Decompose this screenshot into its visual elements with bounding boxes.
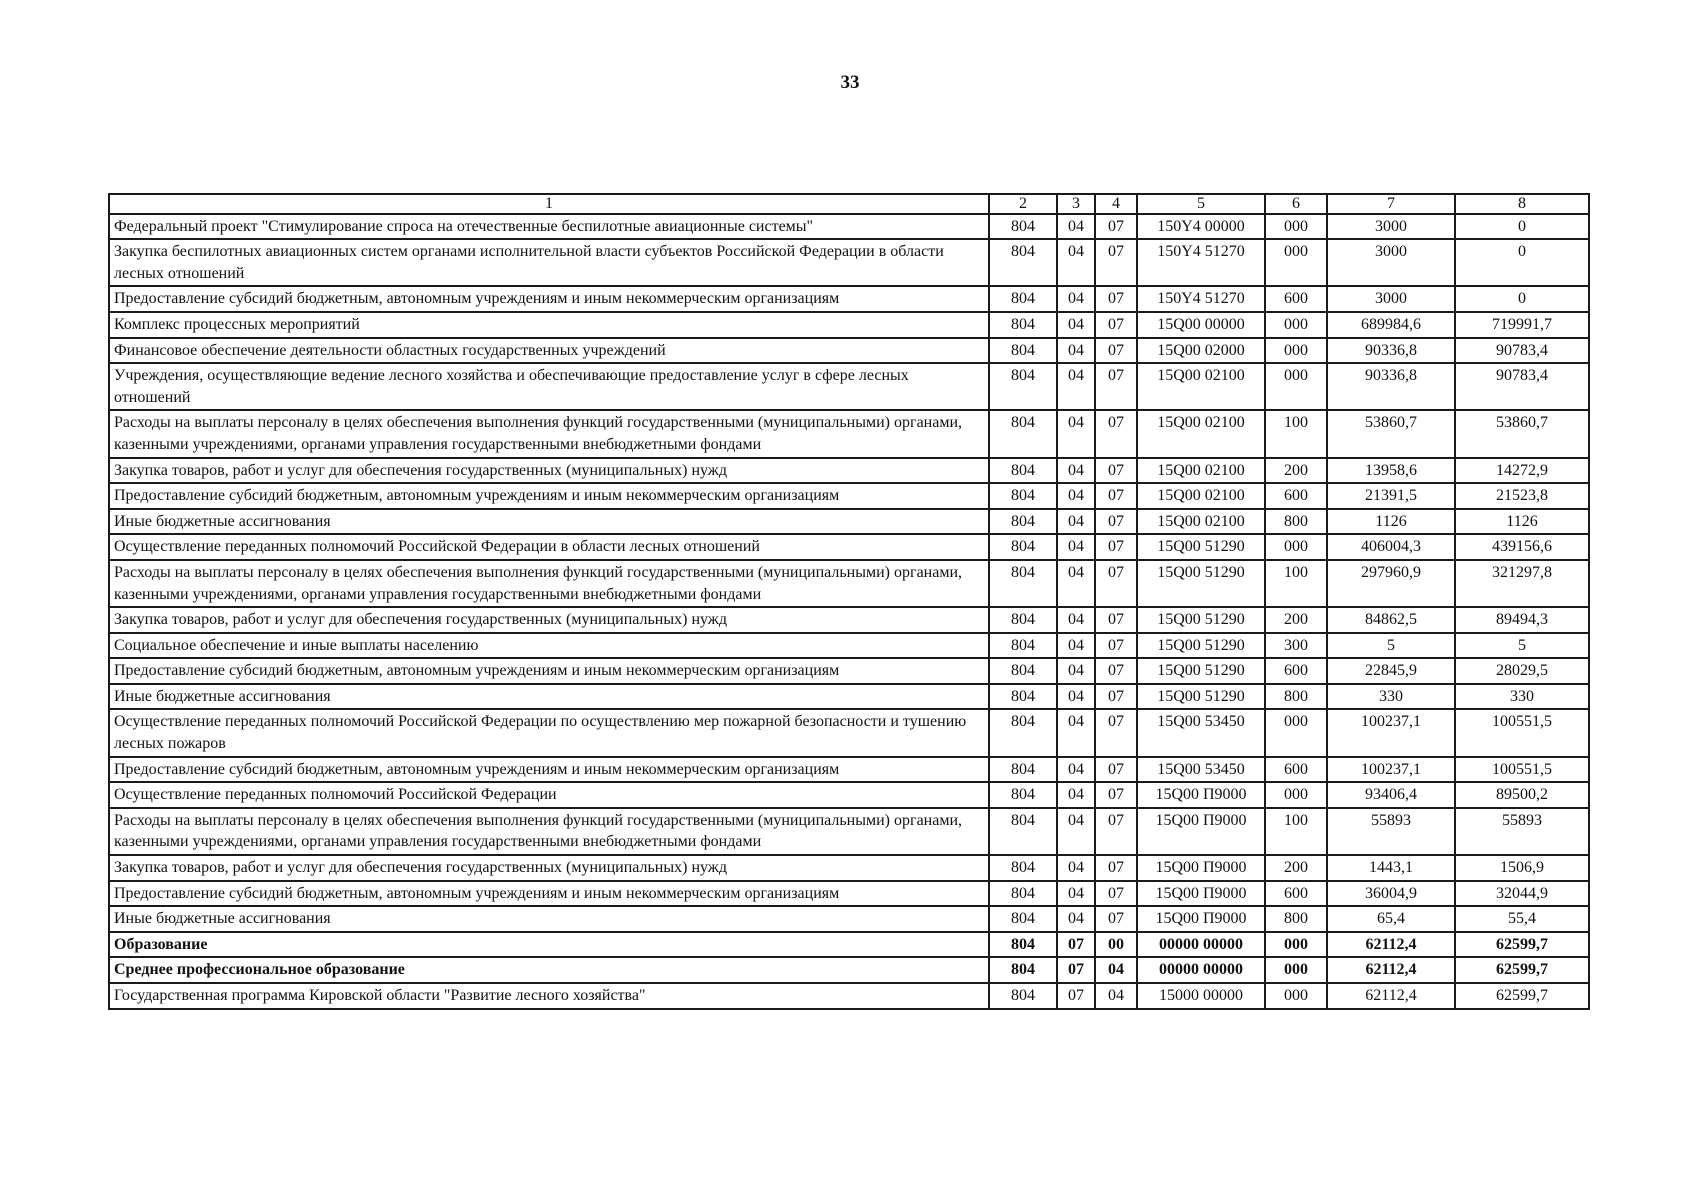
- row-name-cell: Иные бюджетные ассигнования: [109, 509, 989, 535]
- column-2-cell: 804: [989, 957, 1057, 983]
- column-4-cell: 07: [1095, 483, 1137, 509]
- column-2-cell: 804: [989, 239, 1057, 286]
- column-8-cell: 0: [1455, 239, 1589, 286]
- column-5-cell: 15Q00 П9000: [1137, 855, 1265, 881]
- column-3-cell: 07: [1057, 932, 1095, 958]
- column-2-cell: 804: [989, 363, 1057, 410]
- column-5-cell: 15Q00 51290: [1137, 633, 1265, 659]
- column-5-cell: 15Q00 02100: [1137, 458, 1265, 484]
- row-name-cell: Предоставление субсидий бюджетным, автономным учреждениям и иным некоммерческим организациям: [109, 483, 989, 509]
- column-5-cell: 15Q00 02000: [1137, 338, 1265, 364]
- header-cell: 4: [1095, 194, 1137, 214]
- column-3-cell: 04: [1057, 808, 1095, 855]
- column-3-cell: 04: [1057, 607, 1095, 633]
- column-4-cell: 07: [1095, 410, 1137, 457]
- column-7-cell: 65,4: [1327, 906, 1455, 932]
- table-row: [109, 458, 1589, 484]
- column-6-cell: 000: [1265, 709, 1327, 756]
- column-8-cell: 0: [1455, 214, 1589, 240]
- table-row: [109, 932, 1589, 958]
- column-6-cell: 800: [1265, 684, 1327, 710]
- column-4-cell: 07: [1095, 633, 1137, 659]
- column-5-cell: 15Q00 00000: [1137, 312, 1265, 338]
- column-4-cell: 07: [1095, 607, 1137, 633]
- column-4-cell: 07: [1095, 757, 1137, 783]
- row-name-cell: Среднее профессиональное образование: [109, 957, 989, 983]
- column-3-cell: 04: [1057, 239, 1095, 286]
- column-7-cell: 3000: [1327, 239, 1455, 286]
- column-3-cell: 04: [1057, 286, 1095, 312]
- header-cell: 8: [1455, 194, 1589, 214]
- row-name-cell: Предоставление субсидий бюджетным, автономным учреждениям и иным некоммерческим организациям: [109, 881, 989, 907]
- header-cell: 2: [989, 194, 1057, 214]
- budget-table: [108, 193, 1590, 1010]
- header-cell: 5: [1137, 194, 1265, 214]
- column-2-cell: 804: [989, 906, 1057, 932]
- column-5-cell: 15000 00000: [1137, 983, 1265, 1009]
- row-name-cell: Государственная программа Кировской области "Развитие лесного хозяйства": [109, 983, 989, 1009]
- column-8-cell: 55893: [1455, 808, 1589, 855]
- column-5-cell: 00000 00000: [1137, 932, 1265, 958]
- column-8-cell: 90783,4: [1455, 363, 1589, 410]
- column-3-cell: 04: [1057, 363, 1095, 410]
- column-4-cell: 07: [1095, 658, 1137, 684]
- column-4-cell: 07: [1095, 855, 1137, 881]
- column-2-cell: 804: [989, 757, 1057, 783]
- table-row: [109, 983, 1589, 1009]
- column-5-cell: 15Q00 51290: [1137, 560, 1265, 607]
- column-4-cell: 07: [1095, 312, 1137, 338]
- column-4-cell: 07: [1095, 509, 1137, 535]
- column-8-cell: 62599,7: [1455, 957, 1589, 983]
- column-3-cell: 04: [1057, 633, 1095, 659]
- table-row: [109, 906, 1589, 932]
- row-name-cell: Закупка товаров, работ и услуг для обеспечения государственных (муниципальных) нужд: [109, 458, 989, 484]
- column-7-cell: 55893: [1327, 808, 1455, 855]
- column-2-cell: 804: [989, 808, 1057, 855]
- column-3-cell: 04: [1057, 483, 1095, 509]
- header-cell: 7: [1327, 194, 1455, 214]
- column-5-cell: 00000 00000: [1137, 957, 1265, 983]
- column-6-cell: 000: [1265, 957, 1327, 983]
- column-3-cell: 04: [1057, 782, 1095, 808]
- header-cell: 6: [1265, 194, 1327, 214]
- table-row: [109, 709, 1589, 756]
- column-2-cell: 804: [989, 709, 1057, 756]
- table-row: [109, 214, 1589, 240]
- column-4-cell: 04: [1095, 983, 1137, 1009]
- column-6-cell: 000: [1265, 932, 1327, 958]
- column-6-cell: 000: [1265, 239, 1327, 286]
- column-6-cell: 600: [1265, 483, 1327, 509]
- table-row: [109, 957, 1589, 983]
- row-name-cell: Расходы на выплаты персоналу в целях обеспечения выполнения функций государственными (муниципальными) органами, казенными учреждениями, органами управления государственными внебюджетными фондами: [109, 410, 989, 457]
- column-7-cell: 406004,3: [1327, 534, 1455, 560]
- column-2-cell: 804: [989, 458, 1057, 484]
- column-8-cell: 55,4: [1455, 906, 1589, 932]
- column-8-cell: 62599,7: [1455, 932, 1589, 958]
- column-6-cell: 100: [1265, 808, 1327, 855]
- column-7-cell: 3000: [1327, 214, 1455, 240]
- column-6-cell: 000: [1265, 338, 1327, 364]
- table-row: [109, 286, 1589, 312]
- column-4-cell: 07: [1095, 286, 1137, 312]
- table-body: [109, 194, 1589, 1009]
- column-5-cell: 15Q00 02100: [1137, 483, 1265, 509]
- column-6-cell: 200: [1265, 607, 1327, 633]
- column-6-cell: 000: [1265, 983, 1327, 1009]
- column-3-cell: 07: [1057, 957, 1095, 983]
- column-5-cell: 15Q00 51290: [1137, 684, 1265, 710]
- column-5-cell: 15Q00 02100: [1137, 509, 1265, 535]
- table-row: [109, 509, 1589, 535]
- column-2-cell: 804: [989, 509, 1057, 535]
- column-6-cell: 600: [1265, 658, 1327, 684]
- column-8-cell: 32044,9: [1455, 881, 1589, 907]
- column-3-cell: 04: [1057, 684, 1095, 710]
- column-3-cell: 04: [1057, 757, 1095, 783]
- column-8-cell: 28029,5: [1455, 658, 1589, 684]
- column-3-cell: 04: [1057, 338, 1095, 364]
- column-3-cell: 04: [1057, 881, 1095, 907]
- column-5-cell: 15Q00 02100: [1137, 410, 1265, 457]
- column-7-cell: 21391,5: [1327, 483, 1455, 509]
- row-name-cell: Предоставление субсидий бюджетным, автономным учреждениям и иным некоммерческим организациям: [109, 757, 989, 783]
- column-6-cell: 200: [1265, 458, 1327, 484]
- column-4-cell: 07: [1095, 560, 1137, 607]
- row-name-cell: Закупка беспилотных авиационных систем органами исполнительной власти субъектов Российской Федерации в области лесных отношений: [109, 239, 989, 286]
- row-name-cell: Образование: [109, 932, 989, 958]
- column-3-cell: 07: [1057, 983, 1095, 1009]
- column-8-cell: 90783,4: [1455, 338, 1589, 364]
- column-5-cell: 15Q00 П9000: [1137, 906, 1265, 932]
- column-5-cell: 15Q00 П9000: [1137, 808, 1265, 855]
- column-6-cell: 800: [1265, 509, 1327, 535]
- column-7-cell: 62112,4: [1327, 957, 1455, 983]
- column-3-cell: 04: [1057, 560, 1095, 607]
- column-4-cell: 07: [1095, 709, 1137, 756]
- column-8-cell: 89500,2: [1455, 782, 1589, 808]
- column-5-cell: 15Q00 П9000: [1137, 881, 1265, 907]
- column-7-cell: 53860,7: [1327, 410, 1455, 457]
- column-5-cell: 15Q00 51290: [1137, 658, 1265, 684]
- column-3-cell: 04: [1057, 709, 1095, 756]
- row-name-cell: Закупка товаров, работ и услуг для обеспечения государственных (муниципальных) нужд: [109, 855, 989, 881]
- column-5-cell: 15Q00 51290: [1137, 534, 1265, 560]
- column-8-cell: 330: [1455, 684, 1589, 710]
- column-6-cell: 000: [1265, 312, 1327, 338]
- column-6-cell: 800: [1265, 906, 1327, 932]
- table-row: [109, 658, 1589, 684]
- column-2-cell: 804: [989, 483, 1057, 509]
- column-8-cell: 89494,3: [1455, 607, 1589, 633]
- column-7-cell: 90336,8: [1327, 338, 1455, 364]
- column-6-cell: 200: [1265, 855, 1327, 881]
- column-2-cell: 804: [989, 214, 1057, 240]
- column-8-cell: 439156,6: [1455, 534, 1589, 560]
- row-name-cell: Расходы на выплаты персоналу в целях обеспечения выполнения функций государственными (муниципальными) органами, казенными учреждениями, органами управления государственными внебюджетными фондами: [109, 808, 989, 855]
- column-6-cell: 000: [1265, 534, 1327, 560]
- column-4-cell: 07: [1095, 684, 1137, 710]
- column-2-cell: 804: [989, 983, 1057, 1009]
- column-3-cell: 04: [1057, 658, 1095, 684]
- column-7-cell: 689984,6: [1327, 312, 1455, 338]
- column-7-cell: 13958,6: [1327, 458, 1455, 484]
- column-7-cell: 330: [1327, 684, 1455, 710]
- row-name-cell: Федеральный проект "Стимулирование спроса на отечественные беспилотные авиационные системы": [109, 214, 989, 240]
- column-2-cell: 804: [989, 560, 1057, 607]
- column-8-cell: 1506,9: [1455, 855, 1589, 881]
- column-8-cell: 100551,5: [1455, 709, 1589, 756]
- table-row: [109, 808, 1589, 855]
- column-3-cell: 04: [1057, 312, 1095, 338]
- row-name-cell: Учреждения, осуществляющие ведение лесного хозяйства и обеспечивающие предоставление услуг в сфере лесных отношений: [109, 363, 989, 410]
- header-cell: 1: [109, 194, 989, 214]
- column-4-cell: 07: [1095, 534, 1137, 560]
- table-row: [109, 560, 1589, 607]
- column-7-cell: 36004,9: [1327, 881, 1455, 907]
- column-7-cell: 3000: [1327, 286, 1455, 312]
- column-7-cell: 100237,1: [1327, 709, 1455, 756]
- row-name-cell: Осуществление переданных полномочий Российской Федерации: [109, 782, 989, 808]
- column-3-cell: 04: [1057, 855, 1095, 881]
- table-row: [109, 410, 1589, 457]
- column-8-cell: 100551,5: [1455, 757, 1589, 783]
- column-4-cell: 04: [1095, 957, 1137, 983]
- column-6-cell: 300: [1265, 633, 1327, 659]
- column-7-cell: 1443,1: [1327, 855, 1455, 881]
- column-7-cell: 93406,4: [1327, 782, 1455, 808]
- column-8-cell: 21523,8: [1455, 483, 1589, 509]
- column-7-cell: 5: [1327, 633, 1455, 659]
- table-header-row: [109, 194, 1589, 214]
- column-6-cell: 600: [1265, 286, 1327, 312]
- row-name-cell: Иные бюджетные ассигнования: [109, 906, 989, 932]
- column-4-cell: 07: [1095, 906, 1137, 932]
- column-5-cell: 15Q00 02100: [1137, 363, 1265, 410]
- column-7-cell: 62112,4: [1327, 983, 1455, 1009]
- table-row: [109, 607, 1589, 633]
- column-2-cell: 804: [989, 658, 1057, 684]
- column-2-cell: 804: [989, 312, 1057, 338]
- table-row: [109, 757, 1589, 783]
- column-7-cell: 1126: [1327, 509, 1455, 535]
- column-5-cell: 15Q00 51290: [1137, 607, 1265, 633]
- page-number: 33: [840, 72, 860, 93]
- row-name-cell: Финансовое обеспечение деятельности областных государственных учреждений: [109, 338, 989, 364]
- column-5-cell: 15Q00 53450: [1137, 709, 1265, 756]
- column-5-cell: 15Q00 П9000: [1137, 782, 1265, 808]
- column-2-cell: 804: [989, 855, 1057, 881]
- column-6-cell: 100: [1265, 410, 1327, 457]
- table-row: [109, 881, 1589, 907]
- header-cell: 3: [1057, 194, 1095, 214]
- column-6-cell: 600: [1265, 757, 1327, 783]
- column-8-cell: 62599,7: [1455, 983, 1589, 1009]
- column-5-cell: 150Y4 51270: [1137, 239, 1265, 286]
- table-row: [109, 239, 1589, 286]
- column-8-cell: 0: [1455, 286, 1589, 312]
- table-row: [109, 312, 1589, 338]
- column-6-cell: 000: [1265, 782, 1327, 808]
- column-7-cell: 100237,1: [1327, 757, 1455, 783]
- column-4-cell: 07: [1095, 881, 1137, 907]
- column-2-cell: 804: [989, 782, 1057, 808]
- column-4-cell: 07: [1095, 363, 1137, 410]
- table-row: [109, 363, 1589, 410]
- column-5-cell: 150Y4 00000: [1137, 214, 1265, 240]
- column-7-cell: 22845,9: [1327, 658, 1455, 684]
- column-4-cell: 07: [1095, 808, 1137, 855]
- column-2-cell: 804: [989, 286, 1057, 312]
- table-row: [109, 483, 1589, 509]
- column-3-cell: 04: [1057, 410, 1095, 457]
- column-2-cell: 804: [989, 633, 1057, 659]
- row-name-cell: Осуществление переданных полномочий Российской Федерации в области лесных отношений: [109, 534, 989, 560]
- column-4-cell: 00: [1095, 932, 1137, 958]
- column-4-cell: 07: [1095, 214, 1137, 240]
- column-7-cell: 62112,4: [1327, 932, 1455, 958]
- column-8-cell: 53860,7: [1455, 410, 1589, 457]
- row-name-cell: Осуществление переданных полномочий Российской Федерации по осуществлению мер пожарной безопасности и тушению лесных пожаров: [109, 709, 989, 756]
- row-name-cell: Комплекс процессных мероприятий: [109, 312, 989, 338]
- column-3-cell: 04: [1057, 458, 1095, 484]
- column-8-cell: 14272,9: [1455, 458, 1589, 484]
- column-2-cell: 804: [989, 607, 1057, 633]
- row-name-cell: Закупка товаров, работ и услуг для обеспечения государственных (муниципальных) нужд: [109, 607, 989, 633]
- row-name-cell: Расходы на выплаты персоналу в целях обеспечения выполнения функций государственными (муниципальными) органами, казенными учреждениями, органами управления государственными внебюджетными фондами: [109, 560, 989, 607]
- column-4-cell: 07: [1095, 458, 1137, 484]
- column-4-cell: 07: [1095, 782, 1137, 808]
- table-row: [109, 855, 1589, 881]
- row-name-cell: Предоставление субсидий бюджетным, автономным учреждениям и иным некоммерческим организациям: [109, 286, 989, 312]
- column-6-cell: 000: [1265, 363, 1327, 410]
- column-4-cell: 07: [1095, 338, 1137, 364]
- table-row: [109, 782, 1589, 808]
- column-4-cell: 07: [1095, 239, 1137, 286]
- column-6-cell: 000: [1265, 214, 1327, 240]
- column-3-cell: 04: [1057, 509, 1095, 535]
- table-row: [109, 338, 1589, 364]
- column-2-cell: 804: [989, 684, 1057, 710]
- column-3-cell: 04: [1057, 534, 1095, 560]
- column-7-cell: 90336,8: [1327, 363, 1455, 410]
- column-5-cell: 15Q00 53450: [1137, 757, 1265, 783]
- column-2-cell: 804: [989, 410, 1057, 457]
- column-8-cell: 321297,8: [1455, 560, 1589, 607]
- table-row: [109, 534, 1589, 560]
- column-5-cell: 150Y4 51270: [1137, 286, 1265, 312]
- column-3-cell: 04: [1057, 906, 1095, 932]
- column-6-cell: 100: [1265, 560, 1327, 607]
- column-6-cell: 600: [1265, 881, 1327, 907]
- column-8-cell: 5: [1455, 633, 1589, 659]
- column-3-cell: 04: [1057, 214, 1095, 240]
- table-row: [109, 684, 1589, 710]
- column-7-cell: 84862,5: [1327, 607, 1455, 633]
- column-8-cell: 1126: [1455, 509, 1589, 535]
- row-name-cell: Социальное обеспечение и иные выплаты населению: [109, 633, 989, 659]
- column-2-cell: 804: [989, 338, 1057, 364]
- column-7-cell: 297960,9: [1327, 560, 1455, 607]
- row-name-cell: Предоставление субсидий бюджетным, автономным учреждениям и иным некоммерческим организациям: [109, 658, 989, 684]
- column-8-cell: 719991,7: [1455, 312, 1589, 338]
- column-2-cell: 804: [989, 881, 1057, 907]
- column-2-cell: 804: [989, 932, 1057, 958]
- table-row: [109, 633, 1589, 659]
- column-2-cell: 804: [989, 534, 1057, 560]
- row-name-cell: Иные бюджетные ассигнования: [109, 684, 989, 710]
